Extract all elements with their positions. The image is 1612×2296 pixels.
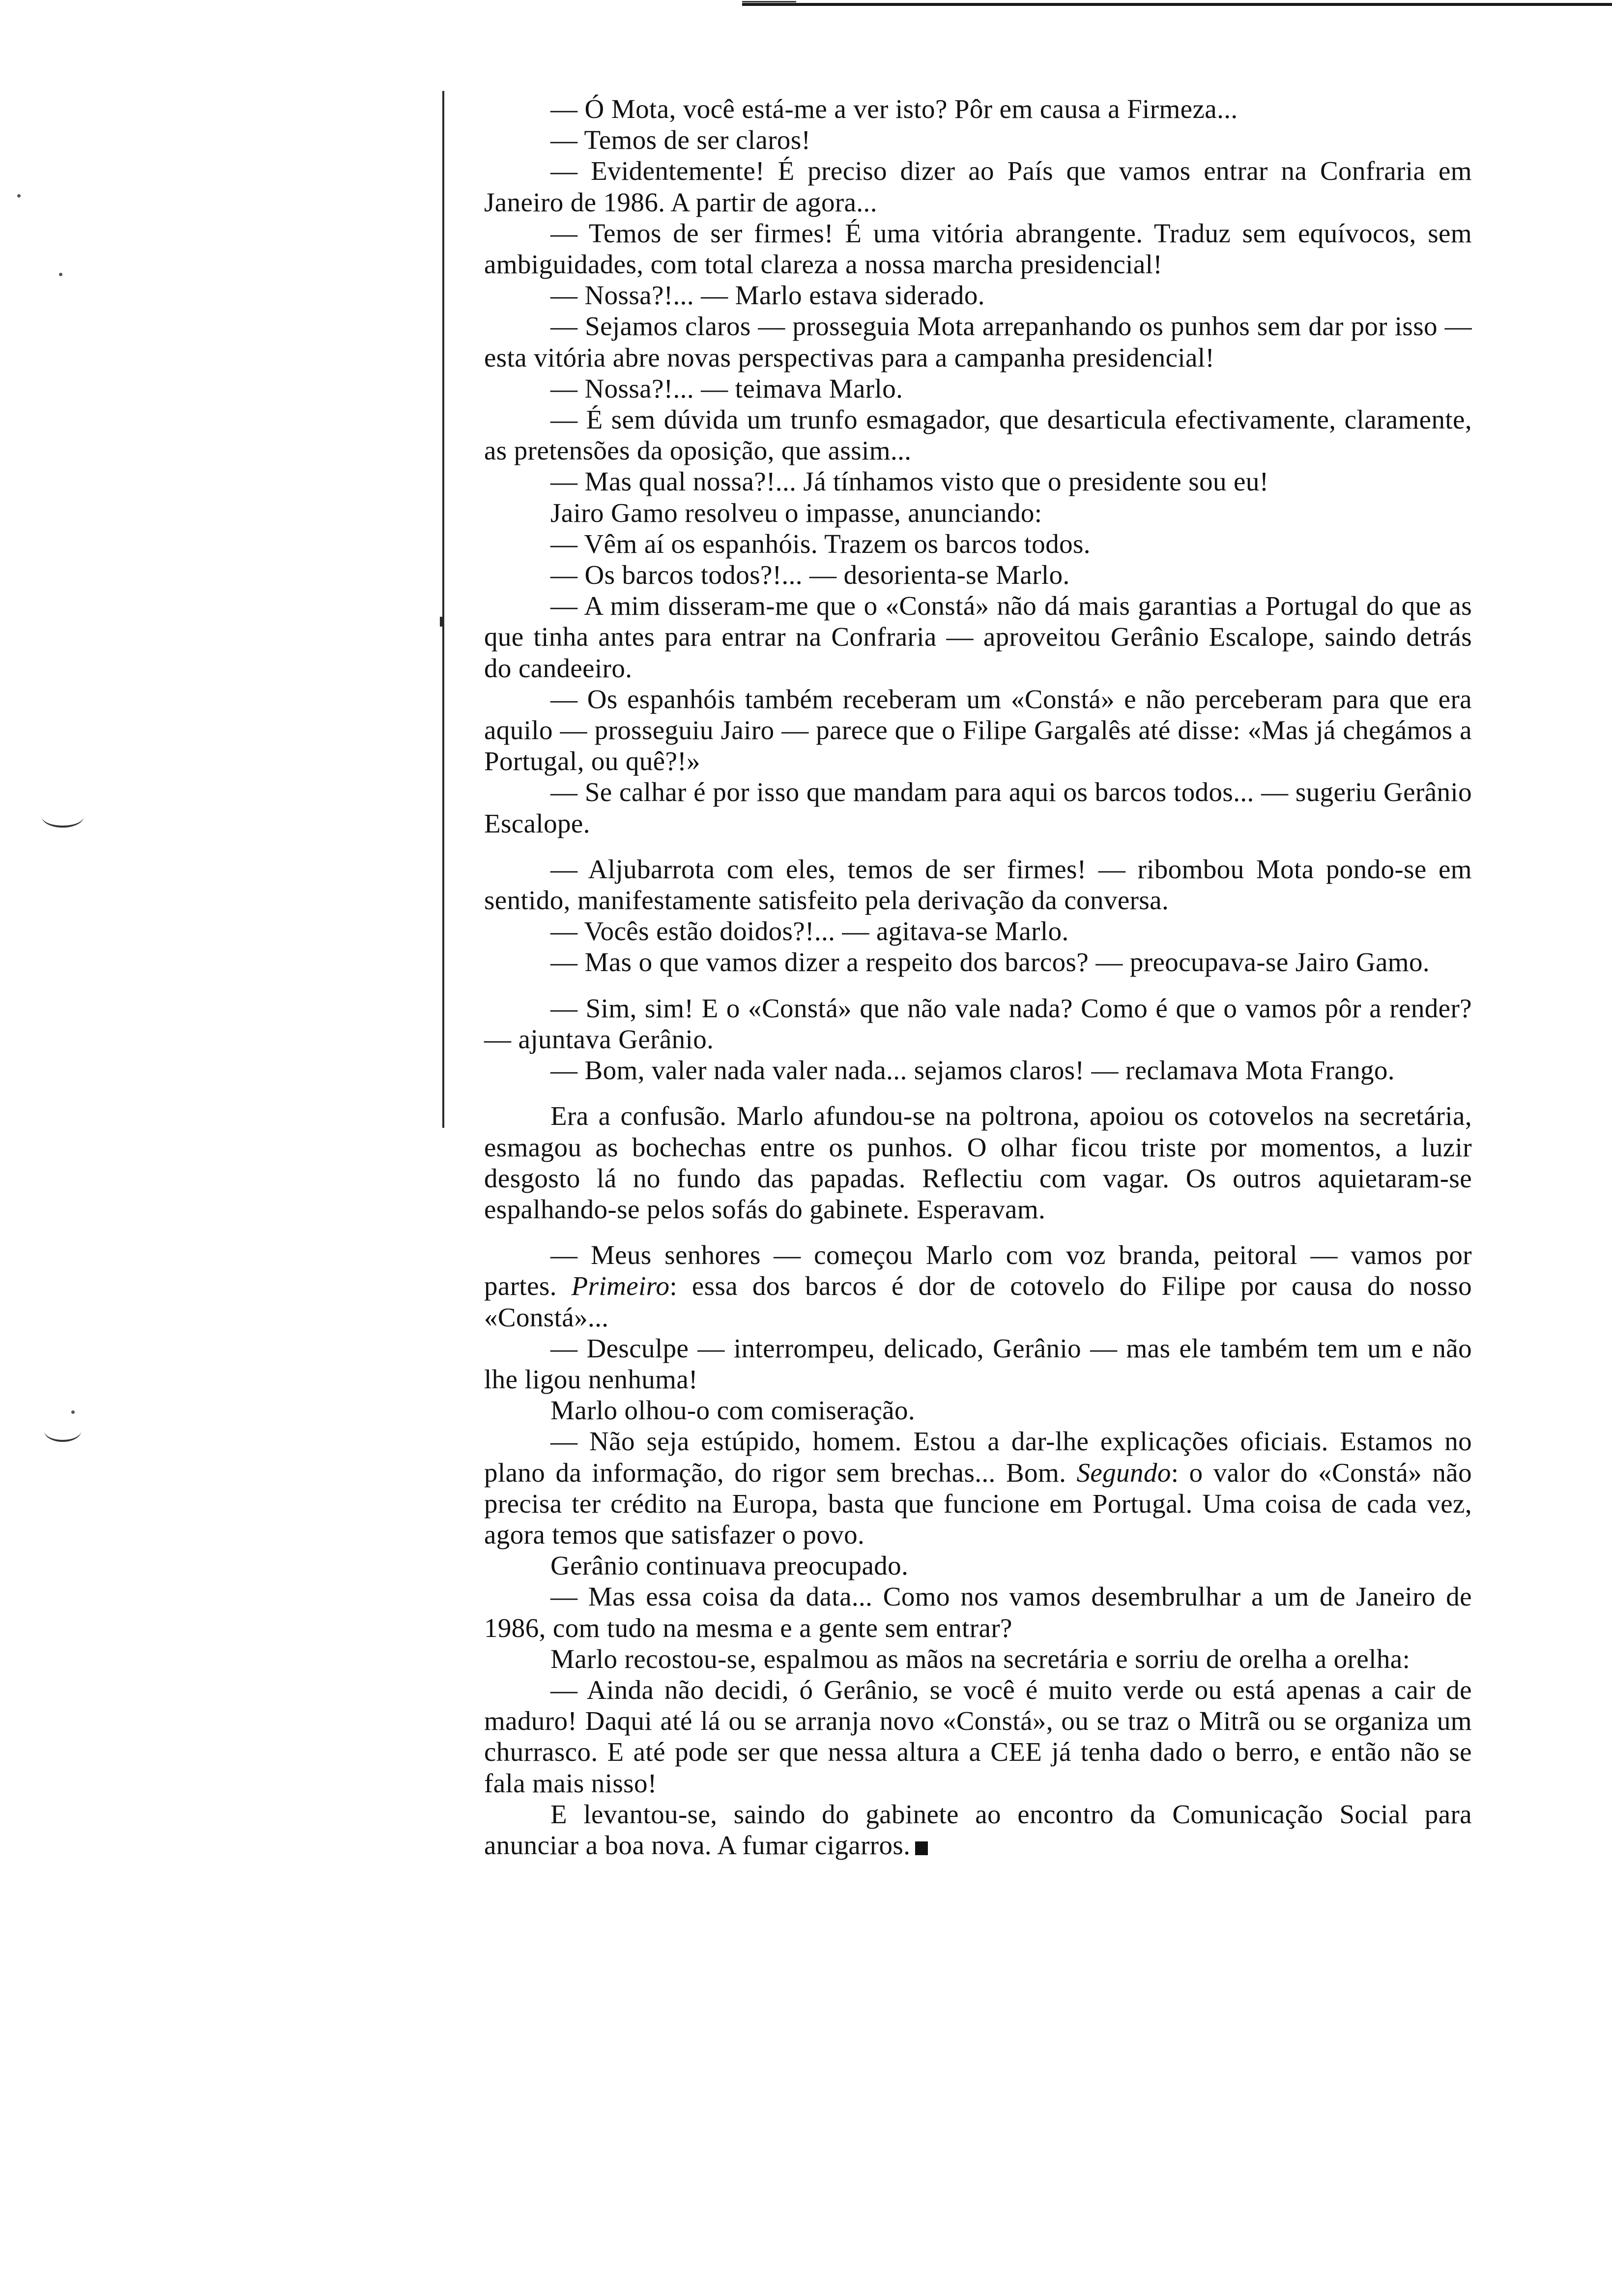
paragraph-text: : essa dos barcos é dor de cotovelo do Filipe por causa do nosso «Constá»... [484,1271,1472,1332]
paragraph: — Mas o que vamos dizer a respeito dos barcos? — preocupava-se Jairo Gamo. [550,947,1430,977]
paragraph: — Mas essa coisa da data... Como nos vamos desembrulhar a um de Janeiro de 1986, com tudo na mesma e a gente sem entrar? [484,1581,1472,1643]
paragraph [484,1799,1472,1861]
paragraph: Gerânio continuava preocupado. [550,1550,909,1581]
paragraph: — Os barcos todos?!... — desorienta-se Marlo. [550,560,1070,590]
scan-mark [44,1420,81,1442]
scan-mark [42,806,84,828]
emphasis-text: Segundo [1076,1457,1171,1488]
paragraph: — Bom, valer nada valer nada... sejamos claros! — reclamava Mota Frango. [550,1055,1395,1086]
paragraph: Jairo Gamo resolveu o impasse, anunciando: [550,497,1042,528]
end-of-article-mark [915,1841,928,1855]
emphasis-text: Primeiro [571,1271,670,1301]
margin-tick [440,617,444,627]
scan-dot [71,1410,75,1414]
paragraph-text: E levantou-se, saindo do gabinete ao encontro da Comunicação Social para anunciar a boa nova. A fumar cigarros. [484,1799,1472,1860]
paragraph [484,1239,1472,1333]
paragraph: — Ainda não decidi, ó Gerânio, se você é muito verde ou está apenas a cair de maduro! Daqui até lá ou se arranja novo «Constá», ou se traz o Mitrã ou se organiza um churrasco. E até pode ser que nessa altura a CEE já tenha dado o berro, e então não se fala mais nisso! [484,1674,1472,1798]
paragraph: — Temos de ser claros! [550,125,811,155]
paragraph: — Desculpe — interrompeu, delicado, Gerânio — mas ele também tem um e não lhe ligou nenhuma! [484,1333,1472,1394]
paragraph: — Se calhar é por isso que mandam para aqui os barcos todos... — sugeriu Gerânio Escalope. [484,777,1472,838]
paragraph: — Mas qual nossa?!... Já tínhamos visto que o presidente sou eu! [550,466,1269,497]
paragraph: Marlo recostou-se, espalmou as mãos na secretária e sorriu de orelha a orelha: [550,1643,1410,1674]
paragraph: — É sem dúvida um trunfo esmagador, que desarticula efectivamente, claramente, as pretensões da oposição, que assim... [484,404,1472,466]
paragraph [484,1426,1472,1550]
paragraph: Era a confusão. Marlo afundou-se na poltrona, apoiou os cotovelos na secretária, esmagou as bochechas entre os punhos. O olhar ficou triste por momentos, a luzir desgosto lá no fundo das papadas. Reflectiu com vagar. Os outros aquietaram-se espalhando-se pelos sofás do gabinete. Esperavam. [484,1101,1472,1224]
paragraph-text: — Meus senhores — começou Marlo com voz branda, peitoral — vamos por partes. [484,1240,1472,1301]
top-rule-short [742,1,796,2]
paragraph: — Os espanhóis também receberam um «Constá» e não perceberam para que era aquilo — prosseguiu Jairo — parece que o Filipe Gargalês até disse: «Mas já chegámos a Portugal, ou quê?!» [484,684,1472,776]
paragraph: — Sejamos claros — prosseguia Mota arrepanhando os punhos sem dar por isso — esta vitória abre novas perspectivas para a campanha presidencial! [484,311,1472,373]
paragraph: — Temos de ser firmes! É uma vitória abrangente. Traduz sem equívocos, sem ambiguidades, com total clareza a nossa marcha presidencial! [484,218,1472,280]
margin-line [442,91,444,1128]
paragraph: — Evidentemente! É preciso dizer ao País que vamos entrar na Confraria em Janeiro de 1986. A partir de agora... [484,156,1472,217]
paragraph: — Ó Mota, você está-me a ver isto? Pôr em causa a Firmeza... [550,94,1238,124]
paragraph: — Vêm aí os espanhóis. Trazem os barcos todos. [550,528,1091,559]
paragraph: — Nossa?!... — teimava Marlo. [550,373,903,403]
paragraph: — Sim, sim! E o «Constá» que não vale nada? Como é que o vamos pôr a render? — ajuntava Gerânio. [484,993,1472,1054]
paragraph-text: : o valor do «Constá» não precisa ter crédito na Europa, basta que funcione em Portugal. Uma coisa de cada vez, agora temos que satisfazer o povo. [484,1457,1472,1550]
paragraph: Marlo olhou-o com comiseração. [550,1395,916,1426]
paragraph: — Aljubarrota com eles, temos de ser firmes! — ribombou Mota pondo-se em sentido, manifestamente satisfeito pela derivação da conversa. [484,854,1472,916]
paragraph: — A mim disseram-me que o «Constá» não dá mais garantias a Portugal do que as que tinha antes para entrar na Confraria — aproveitou Gerânio Escalope, saindo detrás do candeeiro. [484,591,1472,683]
article-text [484,93,1472,1861]
paragraph-text: — Não seja estúpido, homem. Estou a dar-lhe explicações oficiais. Estamos no plano da informação, do rigor sem brechas... Bom. [484,1426,1472,1488]
scan-dot [59,273,62,276]
top-rule [742,3,1612,6]
paragraph: — Nossa?!... — Marlo estava siderado. [550,280,985,311]
scan-dot [17,194,21,198]
paragraph: — Vocês estão doidos?!... — agitava-se Marlo. [550,916,1069,947]
